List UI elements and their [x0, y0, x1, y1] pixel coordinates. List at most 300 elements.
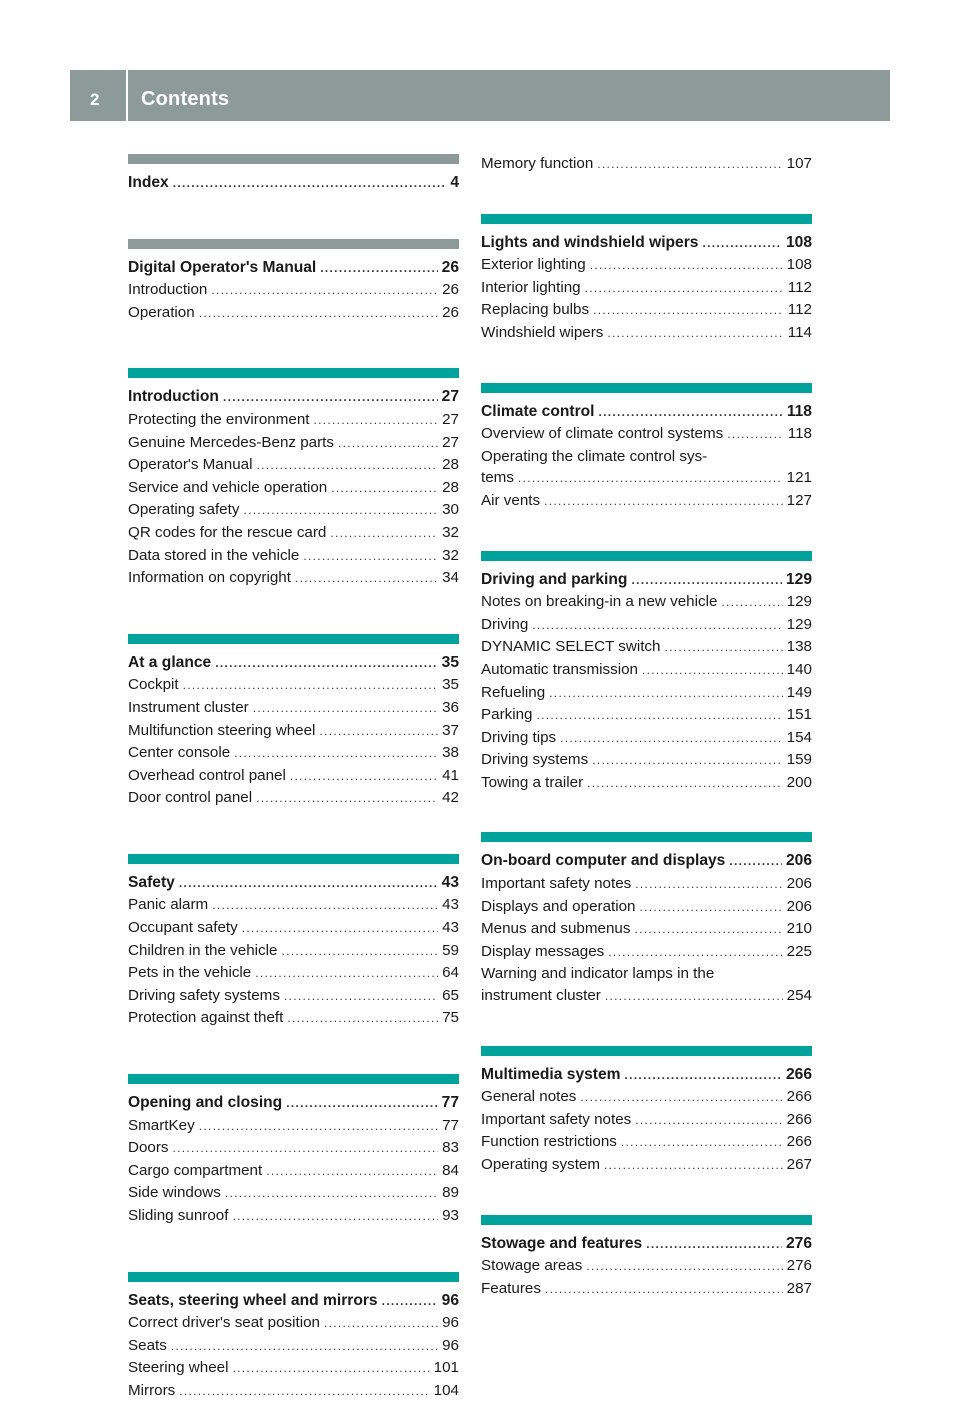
toc-entry-page: 96 [442, 1336, 459, 1354]
spacer [481, 393, 812, 401]
leader-dots [314, 410, 439, 432]
leader-dots [585, 278, 784, 300]
section-bar [481, 551, 812, 561]
section-heading-page: 206 [785, 852, 812, 870]
toc-entry[interactable] [128, 545, 459, 568]
leader-dots [225, 1183, 438, 1205]
section-heading[interactable] [128, 1092, 459, 1115]
toc-entry[interactable] [128, 742, 459, 765]
toc-entry[interactable] [481, 636, 812, 659]
leader-dots [721, 592, 782, 614]
toc-entry[interactable] [481, 749, 812, 772]
toc-entry-page: 38 [442, 744, 459, 762]
toc-entry-text: Exterior lighting [481, 256, 586, 274]
spacer [128, 644, 459, 652]
toc-entry-page: 35 [442, 676, 459, 694]
toc-entry-page: 129 [786, 615, 812, 633]
section-heading-page: 43 [441, 873, 459, 891]
toc-entry-page: 65 [442, 986, 459, 1004]
toc-entry-text: SmartKey [128, 1116, 195, 1134]
leader-dots [215, 653, 437, 675]
toc-entry-text: Function restrictions [481, 1133, 617, 1151]
toc-entry[interactable] [481, 659, 812, 682]
leader-dots [532, 615, 782, 637]
toc-entry[interactable] [128, 894, 459, 917]
toc-entry-page: 93 [442, 1207, 459, 1224]
leader-dots [281, 941, 438, 963]
leader-dots [545, 1279, 783, 1301]
toc-entry-page: 26 [442, 281, 459, 299]
toc-entry-page: 75 [442, 1009, 459, 1027]
toc-entry[interactable] [128, 765, 459, 788]
leader-dots [234, 743, 438, 765]
leader-dots [560, 728, 783, 750]
toc-entry[interactable] [481, 682, 812, 705]
toc-entry[interactable] [128, 674, 459, 697]
toc-entry[interactable] [481, 322, 812, 345]
toc-entry-text: Important safety notes [481, 1110, 632, 1128]
section-heading-text: On-board computer and displays [481, 852, 726, 870]
leader-dots [179, 1381, 429, 1403]
toc-entry-text: Introduction [128, 281, 208, 299]
leader-dots [592, 750, 782, 772]
leader-dots [604, 1155, 783, 1177]
section-heading[interactable] [481, 401, 812, 424]
section-heading-page: 35 [441, 653, 459, 671]
spacer [128, 1282, 459, 1290]
leader-dots [179, 873, 438, 895]
toc-entry-text: Protection against theft [128, 1009, 284, 1027]
toc-entry-text: Refueling [481, 683, 546, 701]
toc-entry-page: 27 [442, 410, 459, 428]
toc-section [128, 1074, 459, 1228]
leader-dots [212, 895, 438, 917]
section-heading-text: Seats, steering wheel and mirrors [128, 1291, 378, 1309]
leader-dots [287, 1008, 438, 1030]
toc-entry-text: Children in the vehicle [128, 941, 278, 959]
leader-dots [640, 897, 783, 919]
toc-entry-page: 159 [786, 751, 812, 769]
section-heading[interactable] [128, 386, 459, 409]
toc-entry[interactable] [128, 1357, 459, 1380]
toc-entry-page: 26 [442, 303, 459, 321]
leader-dots [211, 280, 438, 302]
leader-dots [586, 1256, 782, 1278]
section-heading-text: Introduction [128, 388, 219, 406]
leader-dots [319, 721, 438, 743]
leader-dots [324, 1313, 438, 1335]
section-bar [481, 1215, 812, 1225]
leader-dots [331, 478, 438, 500]
leader-dots [537, 705, 783, 727]
section-heading[interactable] [481, 569, 812, 592]
toc-entry-page: 266 [786, 1110, 812, 1128]
toc-entry[interactable] [481, 772, 812, 795]
toc-entry[interactable] [481, 490, 812, 513]
toc-entry-page: 206 [786, 897, 812, 915]
toc-entry-text: Sliding sunroof [128, 1207, 229, 1224]
toc-entry-text: Seats [128, 1336, 167, 1354]
section-bar [128, 634, 459, 644]
toc-entry[interactable] [128, 697, 459, 720]
spacer [128, 249, 459, 257]
toc-entry[interactable] [481, 963, 812, 985]
leader-dots [599, 402, 783, 424]
toc-entry-text: Genuine Mercedes-Benz parts [128, 433, 334, 451]
toc-entry-text: Features [481, 1279, 541, 1297]
section-heading-page: 26 [441, 258, 459, 276]
toc-entry[interactable] [481, 896, 812, 919]
leader-dots [243, 500, 438, 522]
section-bar [481, 1046, 812, 1056]
toc-entry-page: 32 [442, 523, 459, 541]
toc-entry[interactable] [128, 409, 459, 432]
toc-entry[interactable] [481, 277, 812, 300]
leader-dots [183, 675, 438, 697]
toc-entry-text: Stowage areas [481, 1257, 583, 1275]
toc-entry-page: 287 [786, 1279, 812, 1297]
section-heading-text: Stowage and features [481, 1234, 643, 1252]
leader-dots [608, 942, 782, 964]
toc-entry-page: 154 [786, 728, 812, 746]
toc-entry-text: QR codes for the rescue card [128, 523, 327, 541]
page-title: Contents [141, 88, 230, 110]
toc-entry[interactable] [128, 1160, 459, 1183]
leader-dots [605, 986, 783, 1008]
page-header [70, 70, 890, 121]
toc-entry-page: 138 [786, 638, 812, 656]
leader-dots [303, 546, 438, 568]
section-heading-page: 118 [786, 402, 812, 420]
leader-dots [320, 258, 437, 280]
leader-dots [518, 468, 783, 490]
toc-entry-text: Steering wheel [128, 1359, 229, 1377]
section-heading-text: Climate control [481, 402, 595, 420]
toc-section [481, 832, 812, 1007]
toc-entry[interactable] [481, 1154, 812, 1177]
section-heading-text: Digital Operator's Manual [128, 258, 317, 276]
toc-entry-text: Driving tips [481, 728, 557, 746]
toc-entry[interactable] [128, 477, 459, 500]
toc-entry-page: 28 [442, 478, 459, 496]
leader-dots [382, 1291, 438, 1313]
toc-entry-page: 77 [442, 1116, 459, 1134]
toc-entry-text: Protecting the environment [128, 410, 310, 428]
toc-entry[interactable] [481, 941, 812, 964]
section-heading-page: 77 [441, 1094, 459, 1112]
toc-entry[interactable] [481, 446, 812, 468]
section-heading-page: 96 [441, 1291, 459, 1309]
toc-entry[interactable] [128, 1137, 459, 1160]
toc-entry-continuation-page: 121 [786, 469, 812, 487]
toc-entry-text: Service and vehicle operation [128, 478, 328, 496]
page-number: 2 [90, 90, 100, 109]
leader-dots [607, 323, 783, 345]
section-heading[interactable] [481, 1064, 812, 1087]
toc-entry[interactable] [481, 1278, 812, 1301]
toc-entry-text: Interior lighting [481, 278, 581, 296]
toc-entry-page: 118 [787, 425, 812, 443]
toc-entry[interactable] [128, 1182, 459, 1205]
toc-entry-text: Display messages [481, 942, 605, 960]
toc-entry-page: 42 [442, 789, 459, 807]
toc-entry-page: 43 [442, 919, 459, 937]
section-heading-text: Driving and parking [481, 570, 628, 588]
toc-entry-page: 36 [442, 698, 459, 716]
toc-entry[interactable] [128, 985, 459, 1008]
toc-entry-text: Multifunction steering wheel [128, 721, 316, 739]
toc-entry-text: Cockpit [128, 676, 179, 694]
leader-dots [199, 303, 438, 325]
toc-entry[interactable] [128, 302, 459, 325]
leader-dots [587, 773, 783, 795]
leader-dots [625, 1065, 782, 1087]
toc-entry-page: 41 [442, 766, 459, 784]
toc-entry-page: 276 [786, 1257, 812, 1275]
toc-entry-text: Important safety notes [481, 875, 632, 893]
toc-entry-continuation-page: 254 [786, 987, 812, 1005]
toc-entry-text: Operating the climate control sys- [481, 447, 708, 465]
toc-entry[interactable] [481, 153, 812, 176]
toc-entry-page: 64 [442, 964, 459, 982]
toc-entry-text: Occupant safety [128, 919, 238, 937]
toc-entry[interactable] [481, 1255, 812, 1278]
toc-entry-text: Memory function [481, 155, 594, 172]
toc-entry-page: 149 [786, 683, 812, 701]
toc-entry-text: Towing a trailer [481, 773, 584, 791]
toc-entry-text: Displays and operation [481, 897, 636, 915]
toc-entry-text: Operator's Manual [128, 456, 253, 474]
section-bar [128, 1074, 459, 1084]
toc-entry[interactable] [128, 720, 459, 743]
toc-entry[interactable] [128, 522, 459, 545]
toc-entry-text: Operating system [481, 1156, 601, 1173]
leader-dots [635, 874, 782, 896]
toc-entry[interactable] [128, 567, 459, 590]
section-bar [128, 239, 459, 249]
toc-entry[interactable] [481, 1086, 812, 1109]
leader-dots [597, 154, 782, 176]
toc-entry-page: 101 [433, 1359, 459, 1377]
toc-section [128, 1272, 459, 1403]
toc-entry-page: 127 [786, 491, 812, 509]
toc-entry-text: Automatic transmission [481, 660, 638, 678]
toc-entry-page: 225 [786, 942, 812, 960]
section-heading[interactable] [128, 257, 459, 280]
section-heading[interactable] [128, 172, 459, 195]
leader-dots [646, 1234, 782, 1256]
toc-entry-text: Notes on breaking-in a new vehicle [481, 593, 718, 611]
toc-entry-continuation[interactable] [481, 467, 812, 490]
toc-entry[interactable] [128, 1335, 459, 1358]
leader-dots [223, 387, 438, 409]
leader-dots [590, 255, 783, 277]
section-heading-text: Lights and windshield wipers [481, 233, 699, 251]
section-heading-text: At a glance [128, 653, 212, 671]
toc-entry[interactable] [128, 917, 459, 940]
leader-dots [621, 1132, 783, 1154]
toc-entry-text: Information on copyright [128, 569, 291, 587]
toc-entry-text: Cargo compartment [128, 1161, 263, 1179]
toc-entry-page: 114 [787, 323, 812, 341]
toc-entry-text: Air vents [481, 491, 541, 509]
toc-entry-page: 34 [442, 569, 459, 587]
toc-entry-page: 200 [786, 773, 812, 791]
toc-entry-text: Center console [128, 744, 231, 762]
leader-dots [253, 698, 438, 720]
toc-entry-text: General notes [481, 1088, 577, 1106]
toc-entry[interactable] [128, 1312, 459, 1335]
spacer [481, 561, 812, 569]
toc-entry[interactable] [481, 614, 812, 637]
toc-section [481, 551, 812, 795]
section-heading-page: 108 [785, 233, 812, 251]
section-heading[interactable] [128, 872, 459, 895]
toc-entry[interactable] [481, 1131, 812, 1154]
toc-entry-text: Side windows [128, 1184, 221, 1202]
section-heading[interactable] [481, 850, 812, 873]
leader-dots [635, 1110, 782, 1132]
section-heading[interactable] [128, 652, 459, 675]
toc-entry[interactable] [481, 727, 812, 750]
toc-entry-page: 107 [786, 155, 812, 172]
toc-entry-text: Windshield wipers [481, 323, 604, 341]
section-heading[interactable] [481, 1233, 812, 1256]
toc-entry[interactable] [481, 704, 812, 727]
toc-section [481, 383, 812, 513]
toc-entry[interactable] [481, 254, 812, 277]
toc-entry-text: Mirrors [128, 1381, 176, 1399]
toc-section [128, 368, 459, 589]
toc-entry[interactable] [481, 918, 812, 941]
leader-dots [544, 491, 783, 513]
toc-entry-page: 112 [787, 278, 812, 296]
toc-entry[interactable] [481, 591, 812, 614]
toc-entry-page: 266 [786, 1133, 812, 1151]
toc-entry[interactable] [128, 1007, 459, 1030]
toc-entry[interactable] [128, 432, 459, 455]
toc-entry-page: 32 [442, 546, 459, 564]
toc-entry-text: Menus and submenus [481, 920, 631, 938]
toc-entry-page: 83 [442, 1139, 459, 1157]
toc-entry[interactable] [128, 1205, 459, 1228]
toc-entry[interactable] [128, 454, 459, 477]
section-heading[interactable] [128, 1290, 459, 1313]
toc-entry-text: Overview of climate control systems [481, 425, 724, 443]
spacer [128, 1084, 459, 1092]
toc-entry-page: 59 [442, 941, 459, 959]
toc-entry[interactable] [481, 1109, 812, 1132]
leader-dots [284, 986, 438, 1008]
toc-entry-page: 112 [787, 301, 812, 319]
toc-entry[interactable] [128, 1380, 459, 1403]
toc-section [481, 153, 812, 176]
toc-entry-text: Door control panel [128, 789, 253, 807]
section-bar [481, 214, 812, 224]
section-bar [128, 368, 459, 378]
spacer [128, 378, 459, 386]
section-heading-text: Safety [128, 873, 175, 891]
section-bar [481, 383, 812, 393]
toc-entry[interactable] [128, 499, 459, 522]
spacer [481, 842, 812, 850]
section-heading[interactable] [481, 232, 812, 255]
toc-entry-page: 151 [786, 706, 812, 724]
toc-entry-continuation-text: tems [481, 469, 514, 487]
toc-entry-text: Warning and indicator lamps in the [481, 965, 715, 983]
toc-entry[interactable] [481, 423, 812, 446]
spacer [128, 164, 459, 172]
toc-entry-page: 96 [442, 1314, 459, 1332]
toc-entry-text: Driving systems [481, 751, 589, 769]
leader-dots [664, 637, 782, 659]
toc-entry[interactable] [128, 962, 459, 985]
toc-entry-text: Doors [128, 1139, 169, 1157]
toc-entry-page: 129 [786, 593, 812, 611]
leader-dots [266, 1161, 438, 1183]
section-heading-page: 27 [441, 388, 459, 406]
leader-dots [171, 1336, 438, 1358]
toc-entry[interactable] [128, 787, 459, 810]
toc-entry-page: 37 [442, 721, 459, 739]
leader-dots [199, 1116, 438, 1138]
toc-entry-text: Correct driver's seat position [128, 1314, 320, 1332]
toc-entry[interactable] [481, 873, 812, 896]
leader-dots [634, 919, 782, 941]
section-heading-page: 266 [785, 1065, 812, 1083]
spacer [481, 1225, 812, 1233]
leader-dots [631, 570, 782, 592]
toc-entry-continuation-text: instrument cluster [481, 987, 601, 1005]
toc-entry-page: 43 [442, 896, 459, 914]
section-heading-page: 129 [785, 570, 812, 588]
toc-entry-page: 89 [442, 1184, 459, 1202]
section-bar [128, 854, 459, 864]
toc-entry[interactable] [128, 279, 459, 302]
toc-entry-page: 206 [786, 875, 812, 893]
spacer [481, 224, 812, 232]
leader-dots [729, 851, 782, 873]
leader-dots [286, 1093, 437, 1115]
toc-entry-page: 27 [442, 433, 459, 451]
leader-dots [549, 683, 782, 705]
leader-dots [290, 766, 438, 788]
header-divider [126, 70, 128, 121]
leader-dots [256, 788, 438, 810]
leader-dots [580, 1087, 782, 1109]
toc-entry[interactable] [128, 940, 459, 963]
leader-dots [232, 1206, 438, 1228]
toc-section [128, 154, 459, 195]
leader-dots [232, 1358, 429, 1380]
toc-entry-page: 30 [442, 501, 459, 519]
toc-entry[interactable] [481, 299, 812, 322]
toc-entry-continuation[interactable] [481, 985, 812, 1008]
leader-dots [338, 433, 438, 455]
toc-entry[interactable] [128, 1115, 459, 1138]
section-bar [481, 832, 812, 842]
toc-left-column [128, 154, 459, 1403]
toc-entry-page: 267 [786, 1156, 812, 1173]
toc-entry-text: Replacing bulbs [481, 301, 590, 319]
toc-entry-text: Data stored in the vehicle [128, 546, 300, 564]
toc-entry-page: 210 [786, 920, 812, 938]
leader-dots [255, 963, 438, 985]
toc-section [128, 854, 459, 1030]
toc-entry-page: 84 [442, 1161, 459, 1179]
toc-entry-page: 104 [433, 1381, 459, 1399]
leader-dots [173, 1138, 439, 1160]
